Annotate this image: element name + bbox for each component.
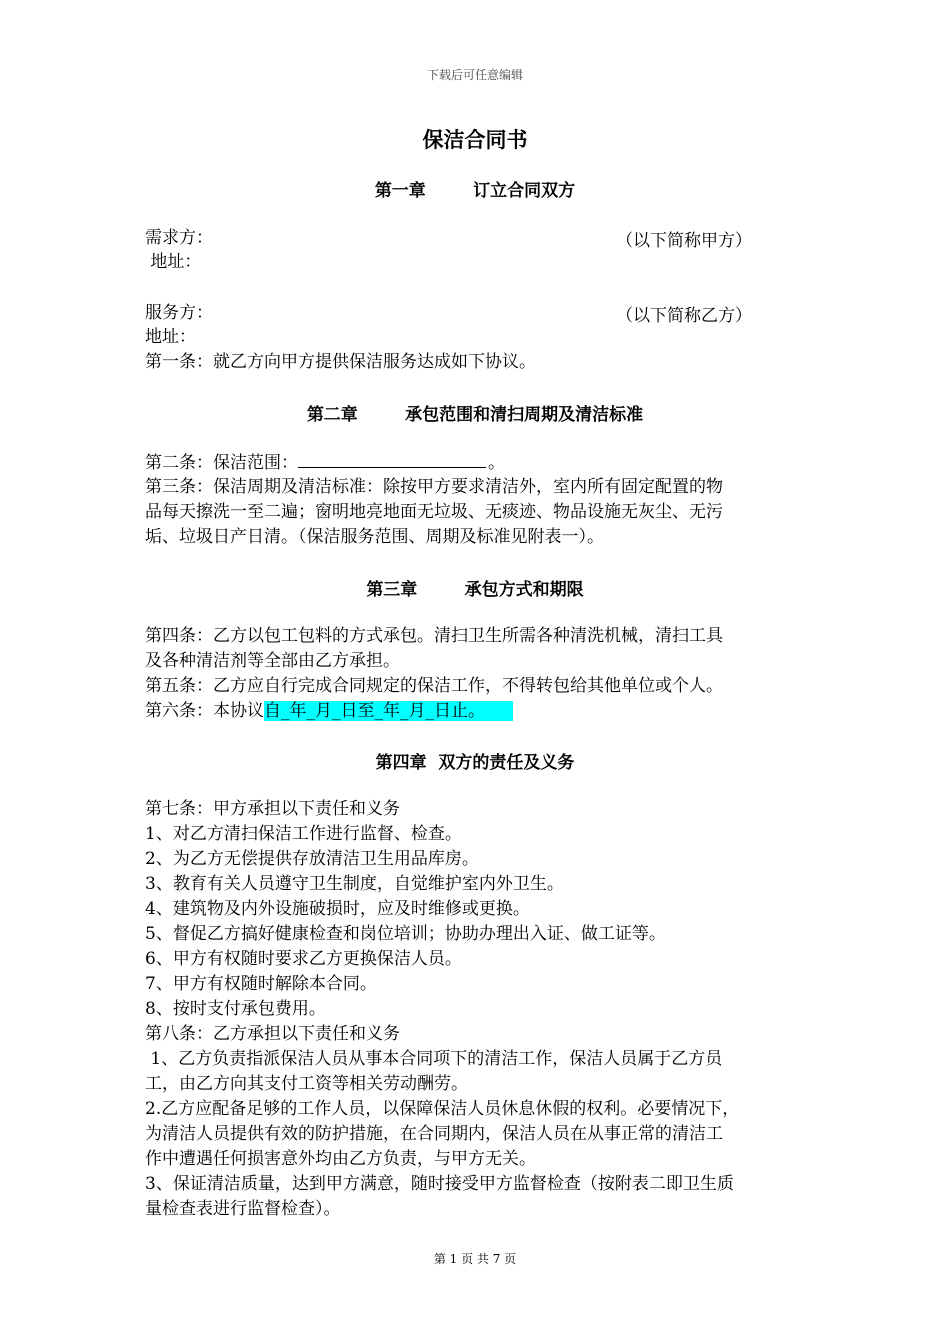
chapter-1-heading: 第一章 订立合同双方	[374, 181, 576, 201]
b-line-1: 1、乙方负责指派保洁人员从事本合同项下的清洁工作，保洁人员属于乙方员	[145, 1049, 723, 1069]
a-item-2: 2、为乙方无偿提供存放清洁卫生用品库房。	[145, 849, 479, 869]
b-line-2: 工，由乙方向其支付工资等相关劳动酬劳。	[145, 1074, 468, 1094]
a-item-4: 4、建筑物及内外设施破损时，应及时维修或更换。	[145, 899, 530, 919]
article-3-line-1: 第三条：保洁周期及清洁标准：除按甲方要求清洁外，室内所有固定配置的物	[145, 477, 723, 497]
b-line-5: 作中遭遇任何损害意外均由乙方负责，与甲方无关。	[145, 1149, 536, 1169]
article-3-line-3: 垢、垃圾日产日清。（保洁服务范围、周期及标准见附表一）。	[145, 527, 604, 547]
a-item-5: 5、督促乙方搞好健康检查和岗位培训；协助办理出入证、做工证等。	[145, 924, 666, 944]
scope-blank-line	[298, 450, 486, 468]
party-b-note: （以下简称乙方）	[616, 306, 752, 326]
a-item-7: 7、甲方有权随时解除本合同。	[145, 974, 377, 994]
b-line-6: 3、保证清洁质量，达到甲方满意，随时接受甲方监督检查（按附表二即卫生质	[145, 1174, 734, 1194]
party-a-note: （以下简称甲方）	[616, 231, 752, 251]
article-6	[145, 699, 513, 724]
a-item-8: 8、按时支付承包费用。	[145, 999, 326, 1019]
article-8: 第八条：乙方承担以下责任和义务	[145, 1024, 400, 1044]
article-5: 第五条：乙方应自行完成合同规定的保洁工作，不得转包给其他单位或个人。	[145, 676, 723, 696]
a-item-6: 6、甲方有权随时要求乙方更换保洁人员。	[145, 949, 462, 969]
article-7: 第七条：甲方承担以下责任和义务	[145, 799, 400, 819]
article-4-line-1: 第四条：乙方以包工包料的方式承包。清扫卫生所需各种清洗机械，清扫工具	[145, 626, 723, 646]
a-item-1: 1、对乙方清扫保洁工作进行监督、检查。	[145, 824, 462, 844]
article-2-end: 。	[488, 453, 505, 473]
chapter-4-heading: 第四章 双方的责任及义务	[375, 753, 575, 773]
term-dates-highlight: 自_年_月_日至_年_月_日止。	[264, 701, 513, 721]
chapter-3-heading: 第三章 承包方式和期限	[366, 580, 584, 600]
party-b-label: 服务方：	[145, 303, 213, 323]
article-2	[145, 450, 505, 476]
article-1: 第一条：就乙方向甲方提供保洁服务达成如下协议。	[145, 352, 536, 372]
article-6-label: 第六条：本协议	[145, 701, 264, 721]
header-note: 下载后可任意编辑	[426, 68, 523, 82]
party-a-label: 需求方：	[145, 228, 213, 248]
article-4-line-2: 及各种清洁剂等全部由乙方承担。	[145, 651, 400, 671]
address-a: 地址：	[145, 252, 202, 272]
document-title: 保洁合同书	[422, 127, 528, 152]
page-footer: 第 1 页 共 7 页	[433, 1252, 517, 1266]
address-b: 地址：	[145, 327, 196, 347]
article-3-line-2: 品每天擦洗一至二遍；窗明地亮地面无垃圾、无痰迹、物品设施无灰尘、无污	[145, 502, 723, 522]
b-line-4: 为清洁人员提供有效的防护措施，在合同期内，保洁人员在从事正常的清洁工	[145, 1124, 723, 1144]
a-item-3: 3、教育有关人员遵守卫生制度，自觉维护室内外卫生。	[145, 874, 564, 894]
b-line-3: 2.乙方应配备足够的工作人员，以保障保洁人员休息休假的权利。必要情况下，	[145, 1099, 740, 1119]
article-2-label: 第二条：保洁范围：	[145, 453, 298, 473]
b-line-7: 量检查表进行监督检查）。	[145, 1199, 341, 1219]
chapter-2-heading: 第二章 承包范围和清扫周期及清洁标准	[306, 405, 644, 425]
